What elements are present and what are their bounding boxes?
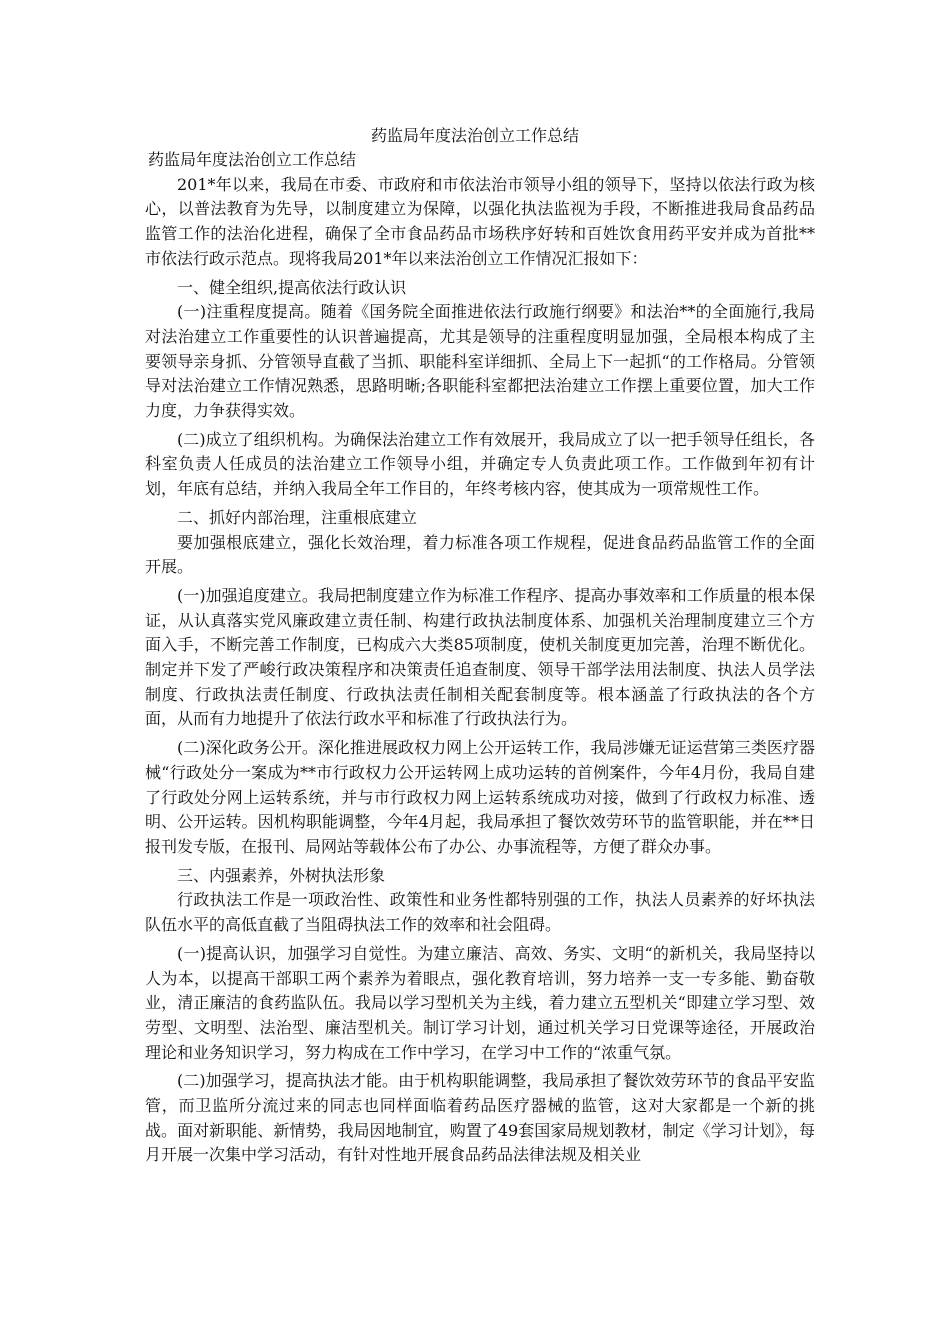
body-paragraph: (二)成立了组织机构。为确保法治建立工作有效展开，我局成立了以一把手领导任组长，各科室负责人任成员的法治建立工作领导小组，并确定专人负责此项工作。工作做到年初有计划，年底有总结，并纳入我局全年工作目的，年终考核内容，使其成为一项常规性工作。: [145, 429, 815, 499]
body-paragraph: (一)提高认识，加强学习自觉性。为建立廉洁、高效、务实、文明“的新机关，我局坚持以人为本，以提高干部职工两个素养为着眼点，强化教育培训，努力培养一支一专多能、勤奋敬业，清正廉洁的食药监队伍。我局以学习型机关为主线，着力建立五型机关“即建立学习型、效劳型、文明型、法治型、廉洁型机关。制订学习计划，通过机关学习日党课等途径，开展政治理论和业务知识学习，努力构成在工作中学习，在学习中工作的“浓重气氛。: [145, 943, 815, 1062]
body-paragraph: 201*年以来，我局在市委、市政府和市依法治市领导小组的领导下，坚持以依法行政为核心，以普法教育为先导，以制度建立为保障，以强化执法监视为手段，不断推进我局食品药品监管工作的法治化进程，确保了全市食品药品市场秩序好转和百姓饮食用药平安并成为首批**市依法行政示范点。现将我局201*年以来法治创立工作情况汇报如下：: [145, 174, 815, 268]
body-paragraph: 行政执法工作是一项政治性、政策性和业务性都特别强的工作，执法人员素养的好坏执法队伍水平的高低直截了当阻碍执法工作的效率和社会阻碍。: [145, 890, 815, 935]
body-paragraph: (一)加强追度建立。我局把制度建立作为标准工作程序、提高办事效率和工作质量的根本保证，从认真落实党风廉政建立责任制、构建行政执法制度体系、加强机关治理制度建立三个方面入手，不断完善工作制度，已构成六大类85项制度，使机关制度更加完善，治理不断优化。制定并下发了严峻行政决策程序和决策责任追查制度、领导干部学法用法制度、执法人员学法制度、行政执法责任制度、行政执法责任制相关配套制度等。根本涵盖了行政执法的各个方面，从而有力地提升了依法行政水平和标准了行政执法行为。: [145, 585, 815, 729]
body-paragraph: (一)注重程度提高。随着《国务院全面推进依法行政施行纲要》和法治**的全面施行,我局对法治建立工作重要性的认识普遍提高，尤其是领导的注重程度明显加强，全局根本构成了主要领导亲身抓、分管领导直截了当抓、职能科室详细抓、全局上下一起抓“的工作格局。分管领导对法治建立工作情况熟悉，思路明晰;各职能科室都把法治建立工作摆上重要位置，加大工作力度，力争获得实效。: [145, 302, 815, 421]
body-paragraph: 要加强根底建立，强化长效治理，着力标准各项工作规程，促进食品药品监管工作的全面开展。: [145, 532, 815, 577]
document-title: 药监局年度法治创立工作总结: [370, 126, 579, 145]
section-heading: 三、内强素养，外树执法形象: [177, 865, 386, 885]
body-paragraph: (二)加强学习，提高执法才能。由于机构职能调整，我局承担了餐饮效劳环节的食品平安监管，而卫监所分流过来的同志也同样面临着药品医疗器械的监管，这对大家都是一个新的挑战。面对新职能、新情势，我局因地制宜，购置了49套国家局规划教材，制定《学习计划》，每月开展一次集中学习活动，有针对性地开展食品药品法律法规及相关业: [145, 1071, 815, 1165]
document-body: [145, 148, 815, 1168]
body-paragraph: (二)深化政务公开。深化推进展政权力网上公开运转工作，我局涉嫌无证运营第三类医疗器械“行政处分一案成为**市行政权力公开运转网上成功运转的首例案件，今年4月份，我局自建了行政处分网上运转系统，并与市行政权力网上运转系统成功对接，做到了行政权力标准、透明、公开运转。因机构职能调整，今年4月起，我局承担了餐饮效劳环节的监管职能，并在**日报刊发专版，在报刊、局网站等载体公布了办公、办事流程等，方便了群众办事。: [145, 738, 815, 856]
section-heading: 一、健全组织,提高依法行政认识: [177, 277, 407, 297]
document-subtitle: 药监局年度法治创立工作总结: [148, 150, 357, 169]
section-heading: 二、抓好内部治理，注重根底建立: [177, 507, 418, 527]
